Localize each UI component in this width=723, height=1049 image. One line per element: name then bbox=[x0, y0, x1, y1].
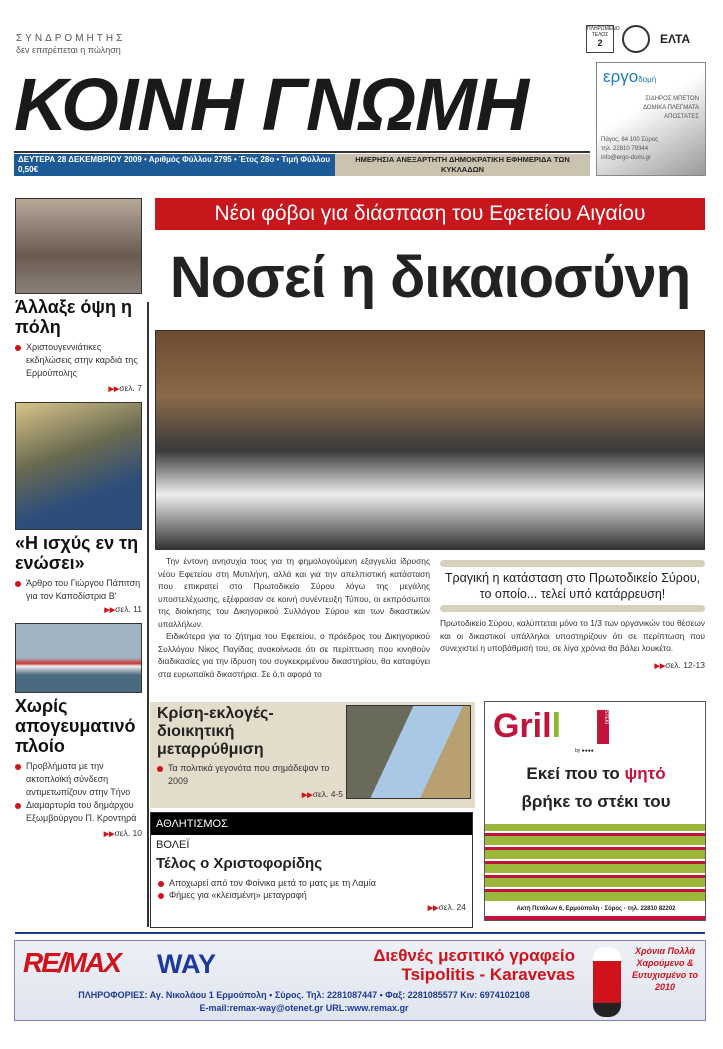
remax-web: E-mail:remax-way@otenet.gr URL:www.remax.gr bbox=[199, 1003, 409, 1013]
page-ref-text: σελ. 7 bbox=[119, 383, 142, 393]
postal-badge-text: ΠΛΗΡΩΜΕΝΟ ΤΕΛΟΣ bbox=[587, 26, 620, 38]
story-title: Χωρίς απογευματινό πλοίο bbox=[15, 696, 136, 756]
crisis-story[interactable] bbox=[150, 702, 475, 808]
lead-body bbox=[158, 555, 430, 680]
arrow-icon: ▶▶ bbox=[108, 386, 120, 393]
arrow-icon: ▶▶ bbox=[427, 905, 439, 912]
ergo-address: Πάγος, 84 100 Σύρος bbox=[601, 137, 659, 143]
portrait-photo bbox=[15, 402, 142, 530]
subscriber-label: ΣΥΝΔΡΟΜΗΤΗΣ bbox=[16, 33, 126, 44]
street-photo bbox=[15, 198, 142, 294]
column-rule bbox=[147, 302, 149, 927]
postal-number: 2 bbox=[597, 38, 603, 48]
page-ref bbox=[15, 382, 142, 396]
lead-kicker: Νέοι φόβοι για διάσπαση του Εφετείου Αιγαίου bbox=[155, 198, 705, 230]
grill-slogan-highlight: ψητό bbox=[624, 764, 666, 783]
arrow-icon: ▶▶ bbox=[301, 792, 313, 799]
left-story-1[interactable] bbox=[15, 294, 142, 396]
ballot-photo bbox=[346, 705, 471, 799]
page-ref-text: σελ. 11 bbox=[115, 604, 142, 614]
divider bbox=[15, 932, 705, 934]
press-conference-photo bbox=[155, 330, 705, 550]
ergo-line: ΔΟΜΙΚΑ ΠΛΕΓΜΑΤΑ bbox=[643, 105, 699, 111]
ergo-email: info@ergo-domi.gr bbox=[601, 155, 651, 161]
ergo-ad[interactable] bbox=[596, 62, 706, 176]
ergo-brand: εργο bbox=[603, 67, 639, 86]
arrow-icon: ▶▶ bbox=[103, 831, 115, 838]
page-ref bbox=[440, 659, 705, 673]
ferry-photo bbox=[15, 623, 142, 693]
arrow-icon: ▶▶ bbox=[654, 662, 666, 670]
grill-logo-l: l bbox=[551, 707, 562, 745]
story-bullet: Χριστουγεννιάτικες εκδηλώσεις στην καρδιά της Ερμούπολης bbox=[15, 341, 142, 380]
greeting: Χρόνια Πολλά Χαρούμενο & Ευτυχισμένο το 2010 bbox=[632, 946, 698, 992]
page-ref bbox=[15, 827, 142, 841]
grill-ad[interactable] bbox=[484, 701, 706, 921]
remax-line2: Tsipolitis - Karavevas bbox=[401, 965, 575, 984]
elta-logo: ΕΛΤΑ bbox=[660, 32, 691, 46]
grill-by: by ●●●● bbox=[575, 748, 594, 754]
postal-badge bbox=[586, 25, 620, 53]
sports-title: Τέλος ο Χριστοφορίδης bbox=[156, 855, 322, 872]
ergo-line: ΣΙΔΗΡΟΣ ΜΠΕΤΟΝ bbox=[645, 96, 699, 102]
divider bbox=[440, 560, 705, 567]
motto: ΗΜΕΡΗΣΙΑ ΑΝΕΞΑΡΤΗΤΗ ΔΗΜΟΚΡΑΤΙΚΗ ΕΦΗΜΕΡΙΔΑ ΤΩΝ ΚΥΚΛΑΔΩΝ bbox=[335, 154, 590, 176]
santa-icon bbox=[593, 947, 621, 1017]
sports-box[interactable] bbox=[150, 812, 473, 928]
ergo-phone: τηλ. 22810 79344 bbox=[601, 146, 649, 152]
page-ref bbox=[151, 901, 472, 915]
left-story-2[interactable] bbox=[15, 530, 142, 617]
left-column bbox=[15, 198, 142, 841]
ergo-line: ΑΠΟΣΤΑΤΕΣ bbox=[664, 114, 699, 120]
not-for-sale-label: δεν επιτρέπεται η πώληση bbox=[16, 45, 121, 55]
story-bullet: Φήμες για «κλεισμένη» μεταγραφή bbox=[158, 889, 472, 901]
lead-paragraph: Ειδικότερα για το ζήτημα του Εφετείου, ο πρόεδρος του Δικηγορικού Συλλόγου Νίκος Παγίδας ανακοίνωσε ότι σε περίπτωση που κινηθούν διαδικασίες για την ίδρυση του συγκεκριμένου δικαστηρίου, θα καταφύγει στα ευρωπαϊκά δικαστήρια. Σε ό,τι αφορά το bbox=[158, 631, 430, 679]
story-bullet: Προβλήματα με την ακτοπλοϊκή σύνδεση αντιμετωπίζουν στην Τήνο bbox=[15, 760, 142, 799]
sports-kicker: ΒΟΛΕΪ bbox=[156, 839, 190, 851]
story-bullet: Τα πολιτικά γεγονότα που σημάδεψαν το 2009 bbox=[157, 762, 343, 788]
story-bullet: Άρθρο του Γιώργου Πάπιτση για τον Καποδίστρια Β' bbox=[15, 577, 142, 603]
grill-address: Ακτή Πετάλων 6, Ερμούπολη - Σύρος - τηλ. 22810 82202 bbox=[485, 902, 706, 916]
remax-logo: RE/MAX bbox=[23, 947, 120, 978]
story-title: «Η ισχύς εν τη ενώσει» bbox=[15, 533, 139, 573]
divider bbox=[440, 605, 705, 612]
story-bullet: Αποχωρεί από τον Φοίνικα μετά το ματς με τη Λαμία bbox=[158, 877, 472, 889]
story-title: Κρίση-εκλογές-διοικητική μεταρρύθμιση bbox=[157, 705, 274, 758]
story-bullet: Διαμαρτυρία του δημάρχου Εξωμβούργου Π. Κροντηρά bbox=[15, 799, 142, 825]
seal-icon bbox=[622, 25, 650, 53]
sports-section: ΑΘΛΗΤΙΣΜΟΣ bbox=[151, 813, 472, 835]
stripes bbox=[485, 824, 706, 902]
lead-headline[interactable]: Νοσεί η δικαιοσύνη bbox=[169, 245, 691, 310]
grill-slogan-2: βρήκε το στέκι του bbox=[521, 792, 671, 811]
stripe bbox=[485, 916, 706, 921]
lead-paragraph: Την έντονη ανησυχία τους για τη φημολογούμενη εξαγγελία ίδρυσης νέου Εφετείου στη Μυτιλήνη, αλλά και για την απελπιστική κατάσταση που επικρατεί στο Πρωτοδικείο Σύρου λόγω της μεγάλης υποστελέχωσης, εξέφρασαν σε κοινή συνέντευξη Τύπου, οι εκπρόσωποι της διοίκησης του Δικηγορικού Συλλόγου Σύρου και των δικαστικών υπαλλήλων. bbox=[158, 556, 430, 629]
side-story[interactable] bbox=[440, 560, 705, 673]
remax-ad[interactable] bbox=[14, 940, 706, 1021]
story-title: Άλλαξε όψη η πόλη bbox=[15, 297, 132, 337]
page-ref bbox=[15, 603, 142, 617]
grill-slogan: Εκεί που το bbox=[526, 764, 625, 783]
dateline: ΔΕΥΤΕΡΑ 28 ΔΕΚΕΜΒΡΙΟΥ 2009 • Αριθμός Φύλλου 2795 • Έτος 28ο • Τιμή Φύλλου 0,50€ bbox=[14, 154, 335, 176]
page-ref-text: σελ. 12-13 bbox=[665, 659, 705, 670]
page-ref-text: σελ. 10 bbox=[114, 828, 142, 838]
masthead: ΚΟΙΝΗ ΓΝΩΜΗ bbox=[14, 63, 529, 146]
remax-info: ΠΛΗΡΟΦΟΡΙΕΣ: Αγ. Νικολάου 1 Ερμούπολη • Σύρος. Τηλ: 2281087447 • Φαξ: 2281085577 Κιν: 6974102108 bbox=[78, 990, 530, 1000]
grill-side: STEKI bbox=[597, 710, 609, 744]
arrow-icon: ▶▶ bbox=[104, 607, 116, 614]
page-ref-text: σελ. 24 bbox=[438, 902, 466, 912]
side-title: Τραγική η κατάσταση στο Πρωτοδικείο Σύρου, το οποίο... τελεί υπό κατάρρευση! bbox=[444, 571, 701, 601]
side-text: Πρωτοδικείο Σύρου, καλύπτεται μόνο το 1/3 των οργανικών του θέσεων και οι δικαστικοί υπάλληλοι υποστηρίζουν ότι σε περίπτωση που συνεχιστεί η υποβάθμισή του, σε λίγα χρόνια θα βάλει λουκέτο. bbox=[440, 618, 705, 653]
grill-logo: Gril bbox=[493, 707, 552, 745]
remax-line1: Διεθνές μεσιτικό γραφείο bbox=[373, 946, 575, 965]
ergo-brand-suffix: δομή bbox=[638, 75, 657, 84]
page-ref bbox=[157, 788, 343, 802]
page-ref-text: σελ. 4-5 bbox=[312, 789, 343, 799]
left-story-3[interactable] bbox=[15, 693, 142, 841]
divider bbox=[14, 151, 590, 153]
remax-way: WAY bbox=[157, 949, 217, 979]
